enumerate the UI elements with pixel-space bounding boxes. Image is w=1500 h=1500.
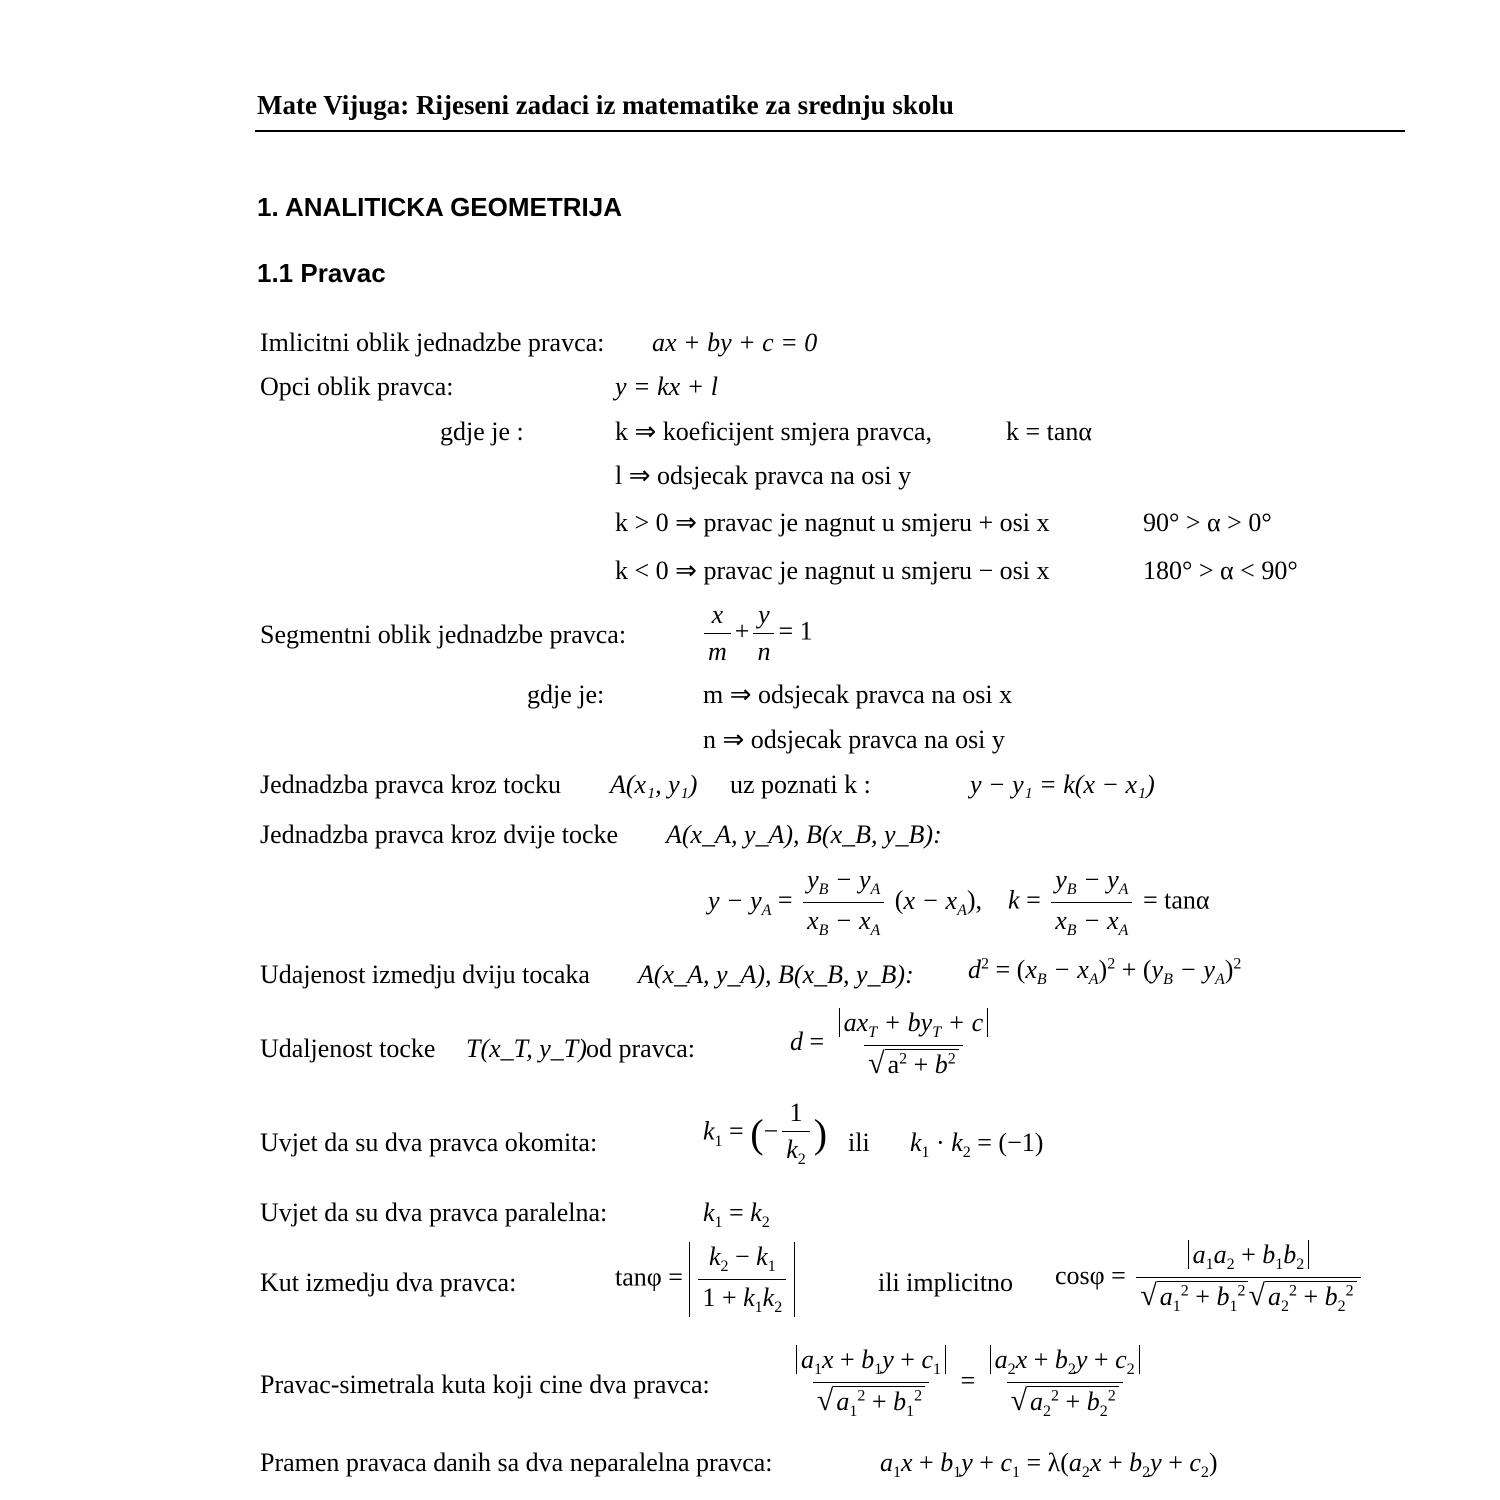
segment-label: Segmentni oblik jednadzbe pravca: bbox=[260, 620, 627, 649]
point-line-point bbox=[466, 1034, 587, 1064]
pencil-label: Pramen pravaca danih sa dva neparalelna pravca: bbox=[260, 1448, 773, 1477]
header-rule bbox=[255, 130, 1405, 132]
segment-formula: $\frac{x}{m}$ + $\frac{y}{n}$ = 1 bbox=[700, 600, 813, 667]
general-formula bbox=[615, 372, 718, 402]
point-slope-formula-text: y − y₁ = k(x − x₁) bbox=[970, 770, 1155, 799]
chapter-title: 1. ANALITICKA GEOMETRIJA bbox=[257, 192, 622, 222]
ili-label: ili bbox=[848, 1128, 870, 1157]
two-points-formula: $y - y_A$ = $\frac{y_B - y_A}{x_B - x_A}$ $(x - x_A)$, k = $\frac{y_B - y_A}{x_B - x_A}$ = tanα bbox=[708, 865, 1210, 940]
angle-formula-tan: tanφ = $\frac{k_2 - k_1}{1 + k_1k_2}$ bbox=[615, 1242, 795, 1317]
bisector-label: Pravac-simetrala kuta koji cine dva pravca: bbox=[260, 1370, 710, 1399]
point-line-formula: d = $ax_T + by_T + c$ √ $a^2 + b^2$ bbox=[790, 1008, 996, 1080]
perpendicular-product: $k_1 \cdot k_2 = (-1)$ bbox=[910, 1128, 1044, 1162]
k-negative-range: 180° > α < 90° bbox=[1143, 556, 1298, 585]
k-positive: k > 0 ⇒ pravac je nagnut u smjeru + osi x bbox=[615, 508, 1050, 537]
point-line-point-text: T(x_T, y_T) bbox=[466, 1034, 587, 1063]
general-label: Opci oblik pravca: bbox=[260, 372, 454, 401]
point-slope-point-text: A(x₁, y₁) bbox=[610, 770, 698, 799]
n-definition: n ⇒ odsjecak pravca na osi y bbox=[703, 725, 1005, 754]
k-definition: k ⇒ koeficijent smjera pravca, bbox=[615, 417, 933, 446]
where-label-1: gdje je : bbox=[440, 417, 524, 446]
implicit-formula bbox=[652, 328, 817, 358]
parallel-label: Uvjet da su dva pravca paralelna: bbox=[260, 1198, 608, 1227]
k-negative: k < 0 ⇒ pravac je nagnut u smjeru − osi x bbox=[615, 556, 1050, 585]
pencil-formula: $a_1x + b_1y + c_1 = \lambda(a_2x + b_2y + c_2)$ bbox=[880, 1448, 1218, 1482]
m-definition: m ⇒ odsjecak pravca na osi x bbox=[703, 680, 1013, 709]
implicit-formula-text: ax + by + c = 0 bbox=[652, 328, 818, 357]
distance-label: Udajenost izmedju dviju tocaka bbox=[260, 960, 590, 989]
perpendicular-formula: $k_1$ = (− $\frac{1}{k_2}$ ) bbox=[703, 1098, 828, 1169]
point-line-label: Udaljenost tocke bbox=[260, 1034, 436, 1063]
angle-label: Kut izmedju dva pravca: bbox=[260, 1268, 517, 1297]
ili-implicitno-label: ili implicitno bbox=[878, 1268, 1014, 1297]
point-slope-point bbox=[610, 770, 697, 800]
k-positive-range: 90° > α > 0° bbox=[1143, 508, 1272, 537]
l-definition: l ⇒ odsjecak pravca na osi y bbox=[615, 461, 912, 490]
point-slope-formula bbox=[970, 770, 1155, 800]
point-slope-mid: uz poznati k : bbox=[730, 770, 871, 799]
perpendicular-label: Uvjet da su dva pravca okomita: bbox=[260, 1128, 598, 1157]
implicit-label: Imlicitni oblik jednadzbe pravca: bbox=[260, 328, 605, 357]
header-title: Mate Vijuga: Rijeseni zadaci iz matematike za srednju skolu bbox=[257, 90, 954, 120]
angle-formula-cos: cosφ = $a_1a_2 + b_1b_2$ √ $a_1^2 + b_1^2$ √ $a_2^2 + b_2^2$ bbox=[1055, 1240, 1365, 1316]
general-formula-text: y = kx + l bbox=[615, 372, 718, 401]
point-line-mid: od pravca: bbox=[586, 1034, 696, 1063]
two-points-label: Jednadzba pravca kroz dvije tocke bbox=[260, 820, 619, 849]
k-tan: k = tanα bbox=[1006, 417, 1093, 446]
distance-points-text: A(x_A, y_A), B(x_B, y_B): bbox=[638, 960, 914, 989]
where-label-2: gdje je: bbox=[527, 680, 605, 709]
two-points-points bbox=[666, 820, 942, 850]
distance-points bbox=[638, 960, 914, 990]
section-title: 1.1 Pravac bbox=[257, 258, 386, 288]
point-slope-label: Jednadzba pravca kroz tocku bbox=[260, 770, 562, 799]
distance-formula: $d^2 = (x_B - x_A)^2 + (y_B - y_A)^2$ bbox=[968, 955, 1242, 989]
bisector-formula: $a_1x + b_1y + c_1$ √ $a_1^2 + b_1^2$ = $a_2x + b_2y + c_2$ √ $a_2^2 + b_2^2$ bbox=[788, 1345, 1148, 1421]
parallel-formula: $k_1 = k_2$ bbox=[703, 1198, 770, 1232]
two-points-points-text: A(x_A, y_A), B(x_B, y_B): bbox=[666, 820, 942, 849]
